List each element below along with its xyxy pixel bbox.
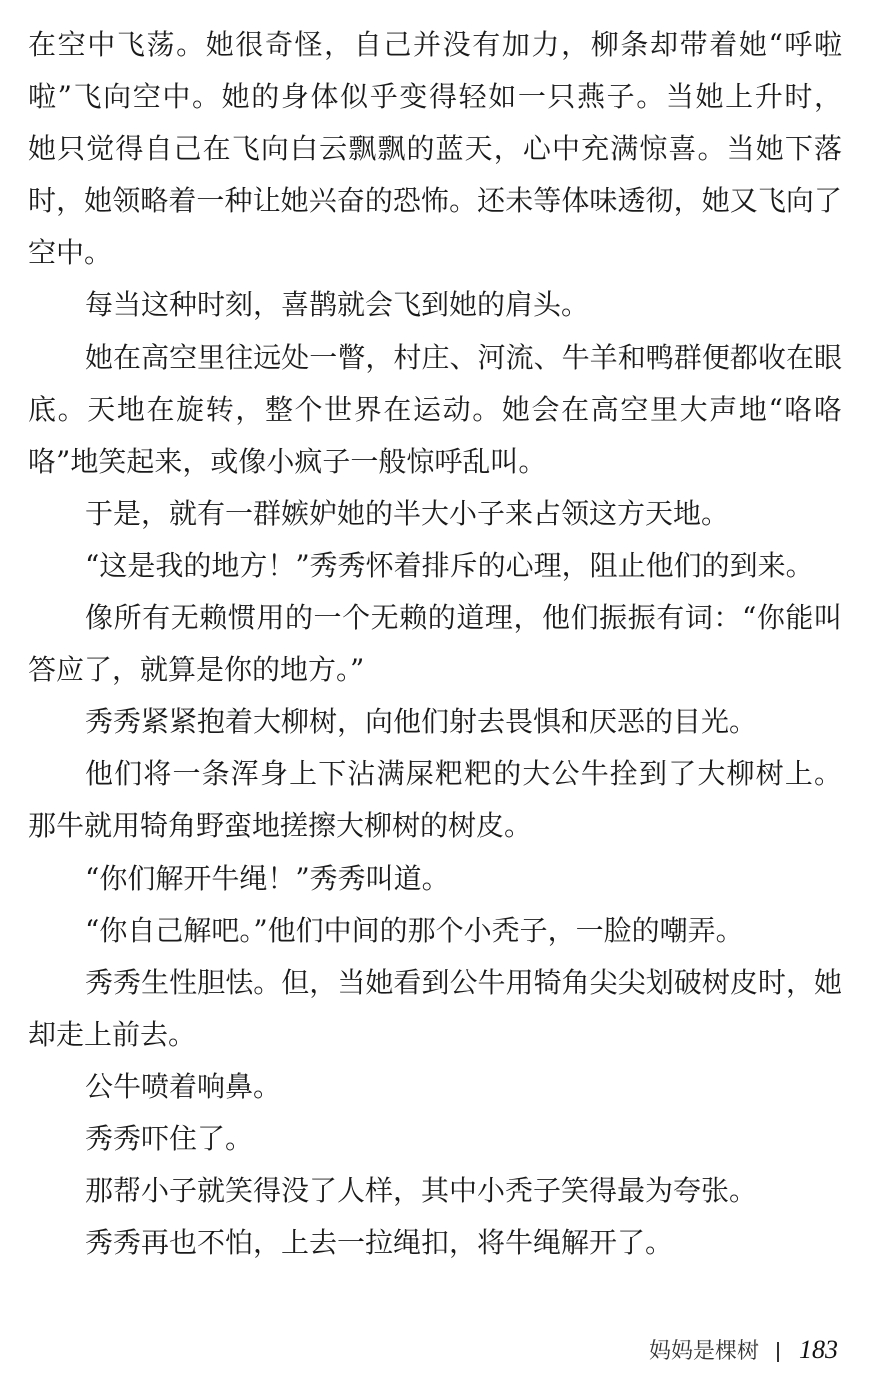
running-title: 妈妈是棵树 [648, 1339, 759, 1364]
paragraph-line: 咯”地笑起来，或像小疯子一般惊呼乱叫。 [28, 444, 547, 478]
paragraph-line: 每当这种时刻，喜鹊就会飞到她的肩头。 [85, 288, 590, 322]
footer-separator [777, 1342, 779, 1362]
page-number: 183 [799, 1335, 838, 1364]
paragraph-line: 他们将一条浑身上下沾满屎粑粑的大公牛拴到了大柳树上。 [85, 757, 842, 791]
paragraph-line: 她在高空里往远处一瞥，村庄、河流、牛羊和鸭群便都收在眼 [85, 340, 842, 374]
paragraph-line: 啦”飞向空中。她的身体似乎变得轻如一只燕子。当她上升时， [28, 80, 842, 114]
paragraph-line: 在空中飞荡。她很奇怪，自己并没有加力，柳条却带着她“呼啦 [28, 28, 842, 61]
paragraph-line: 秀秀再也不怕，上去一拉绳扣，将牛绳解开了。 [85, 1226, 674, 1260]
paragraph-line: 像所有无赖惯用的一个无赖的道理，他们振振有词：“你能叫 [85, 601, 842, 635]
paragraph-line: 空中。 [28, 236, 113, 270]
paragraph-line: 那帮小子就笑得没了人样，其中小秃子笑得最为夸张。 [85, 1174, 758, 1208]
paragraph-line: 秀秀生性胆怯。但，当她看到公牛用犄角尖尖划破树皮时，她 [85, 965, 842, 999]
paragraph-line: 公牛喷着响鼻。 [85, 1069, 282, 1103]
paragraph-line: “这是我的地方！”秀秀怀着排斥的心理，阻止他们的到来。 [85, 548, 814, 582]
paragraph-line: “你自己解吧。”他们中间的那个小秃子，一脸的嘲弄。 [85, 913, 744, 947]
paragraph-line: 秀秀紧紧抱着大柳树，向他们射去畏惧和厌恶的目光。 [85, 705, 758, 739]
paragraph-line: 时，她领略着一种让她兴奋的恐怖。还未等体味透彻，她又飞向了 [28, 184, 842, 218]
paragraph-line: 答应了，就算是你的地方。” [28, 653, 365, 687]
paragraph-line: 她只觉得自己在飞向白云飘飘的蓝天，心中充满惊喜。当她下落 [28, 132, 842, 166]
page-footer [0, 1330, 838, 1372]
paragraph-line: 那牛就用犄角野蛮地搓擦大柳树的树皮。 [28, 809, 533, 843]
paragraph-line: 于是，就有一群嫉妒她的半大小子来占领这方天地。 [85, 496, 730, 530]
paragraph-line: 秀秀吓住了。 [85, 1121, 254, 1155]
paragraph-line: 却走上前去。 [28, 1017, 197, 1051]
body-text [28, 19, 842, 1269]
paragraph-line: 底。天地在旋转，整个世界在运动。她会在高空里大声地“咯咯 [28, 392, 842, 426]
paragraph-line: “你们解开牛绳！”秀秀叫道。 [85, 861, 450, 895]
